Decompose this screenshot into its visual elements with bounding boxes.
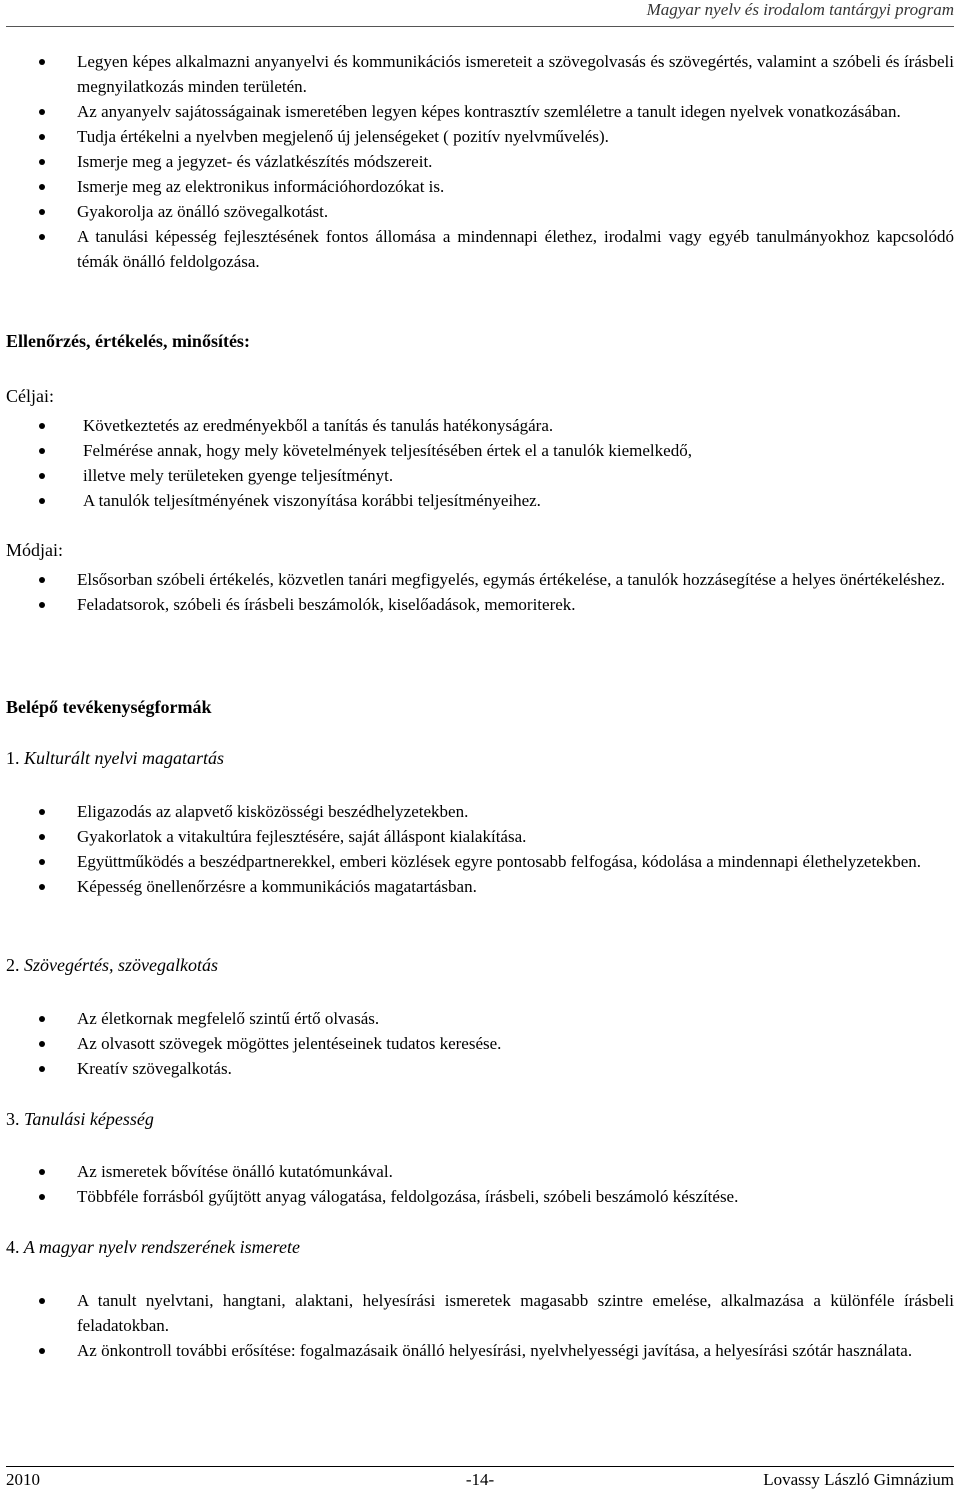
section-number: 4. [6, 1237, 20, 1257]
bullet-icon [39, 498, 45, 504]
header-divider [6, 26, 954, 27]
bullet-icon [39, 448, 45, 454]
list-item: Eligazodás az alapvető kisközösségi beszédhelyzetekben. [77, 799, 954, 824]
bullet-icon [39, 473, 45, 479]
bullet-icon [39, 1169, 45, 1175]
bullet-icon [39, 159, 45, 165]
list-item: Az életkornak megfelelő szintű értő olvasás. [77, 1006, 954, 1031]
bullet-icon [39, 234, 45, 240]
section-title [6, 1109, 154, 1130]
list-item: Következtetés az eredményekből a tanítás és tanulás hatékonyságára. [83, 413, 954, 438]
bullet-icon [39, 834, 45, 840]
list-item: Gyakorlatok a vitakultúra fejlesztésére, saját álláspont kialakítása. [77, 824, 954, 849]
bullet-icon [39, 134, 45, 140]
list-item: illetve mely területeken gyenge teljesítményt. [83, 463, 954, 488]
bullet-icon [39, 577, 45, 583]
methods-list [77, 567, 954, 617]
section-list [77, 1006, 954, 1081]
section-title [6, 748, 224, 769]
list-item: A tanulók teljesítményének viszonyítása korábbi teljesítményeihez. [83, 488, 954, 513]
list-item: Többféle forrásból gyűjtött anyag válogatása, feldolgozása, írásbeli, szóbeli beszámoló készítése. [77, 1184, 954, 1209]
bullet-icon [39, 602, 45, 608]
section-title-text: A magyar nyelv rendszerének ismerete [23, 1237, 300, 1257]
bullet-icon [39, 1298, 45, 1304]
section-list [77, 1288, 954, 1363]
list-item: Az ismeretek bővítése önálló kutatómunkával. [77, 1159, 954, 1184]
bullet-icon [39, 209, 45, 215]
bullet-icon [39, 1348, 45, 1354]
bullet-icon [39, 1194, 45, 1200]
footer-school: Lovassy László Gimnázium [763, 1470, 954, 1489]
list-item: Tudja értékelni a nyelvben megjelenő új jelenségeket ( pozitív nyelvművelés). [77, 124, 954, 149]
list-item: Ismerje meg az elektronikus információhordozókat is. [77, 174, 954, 199]
list-item: A tanult nyelvtani, hangtani, alaktani, helyesírási ismeretek magasabb szintre emelése, alkalmazása a különféle írásbeli feladatokban. [77, 1288, 954, 1338]
section-list [77, 1159, 954, 1209]
list-item: Az olvasott szövegek mögöttes jelentéseinek tudatos keresése. [77, 1031, 954, 1056]
bullet-icon [39, 109, 45, 115]
bullet-icon [39, 1041, 45, 1047]
bullet-icon [39, 809, 45, 815]
list-item: Az anyanyelv sajátosságainak ismeretében legyen képes kontrasztív szemléletre a tanult idegen nyelvek vonatkozásában. [77, 99, 954, 124]
bullet-icon [39, 184, 45, 190]
list-item: Képesség önellenőrzésre a kommunikációs magatartásban. [77, 874, 954, 899]
list-item: Felmérése annak, hogy mely követelmények teljesítésében értek el a tanulók kiemelkedő, [83, 438, 954, 463]
list-item: Ismerje meg a jegyzet- és vázlatkészítés módszereit. [77, 149, 954, 174]
section-number: 3. [6, 1109, 20, 1129]
list-item: Legyen képes alkalmazni anyanyelvi és kommunikációs ismereteit a szövegolvasás és szövegértés, valamint a szóbeli és írásbeli megnyilatkozás minden területén. [77, 49, 954, 99]
list-item: Gyakorolja az önálló szövegalkotást. [77, 199, 954, 224]
section-title-text: Tanulási képesség [24, 1109, 154, 1129]
methods-label: Módjai: [6, 540, 63, 560]
bullet-icon [39, 859, 45, 865]
bullet-icon [39, 1016, 45, 1022]
list-item: Feladatsorok, szóbeli és írásbeli beszámolók, kiselőadások, memoriterek. [77, 592, 954, 617]
section-list [77, 799, 954, 899]
page-number: -14- [465, 1470, 495, 1489]
section-title [6, 1237, 300, 1258]
section-number: 1. [6, 748, 20, 768]
activities-heading: Belépő tevékenységformák [6, 697, 212, 717]
list-item: A tanulási képesség fejlesztésének fontos állomása a mindennapi élethez, irodalmi vagy egyéb tanulmányokhoz kapcsolódó témák önálló feldolgozása. [77, 224, 954, 274]
goals-list [77, 49, 954, 274]
list-item: Kreatív szövegalkotás. [77, 1056, 954, 1081]
aims-label: Céljai: [6, 386, 54, 406]
bullet-icon [39, 1066, 45, 1072]
list-item: Együttműködés a beszédpartnerekkel, emberi közlések egyre pontosabb felfogása, kódolása a mindennapi élethelyzetekben. [77, 849, 954, 874]
list-item: Elsősorban szóbeli értékelés, közvetlen tanári megfigyelés, egymás értékelése, a tanulók hozzásegítése a helyes önértékeléshez. [77, 567, 954, 592]
bullet-icon [39, 423, 45, 429]
footer-divider [6, 1466, 954, 1467]
assessment-heading: Ellenőrzés, értékelés, minősítés: [6, 331, 250, 351]
section-title [6, 955, 218, 976]
section-title-text: Szövegértés, szövegalkotás [24, 955, 218, 975]
bullet-icon [39, 59, 45, 65]
bullet-icon [39, 884, 45, 890]
aims-list [83, 413, 954, 513]
section-title-text: Kulturált nyelvi magatartás [24, 748, 224, 768]
footer-year: 2010 [6, 1470, 40, 1489]
section-number: 2. [6, 955, 20, 975]
page-header-title: Magyar nyelv és irodalom tantárgyi program [646, 0, 954, 19]
list-item: Az önkontroll további erősítése: fogalmazásaik önálló helyesírási, nyelvhelyességi javítása, a helyesírási szótár használata. [77, 1338, 954, 1363]
